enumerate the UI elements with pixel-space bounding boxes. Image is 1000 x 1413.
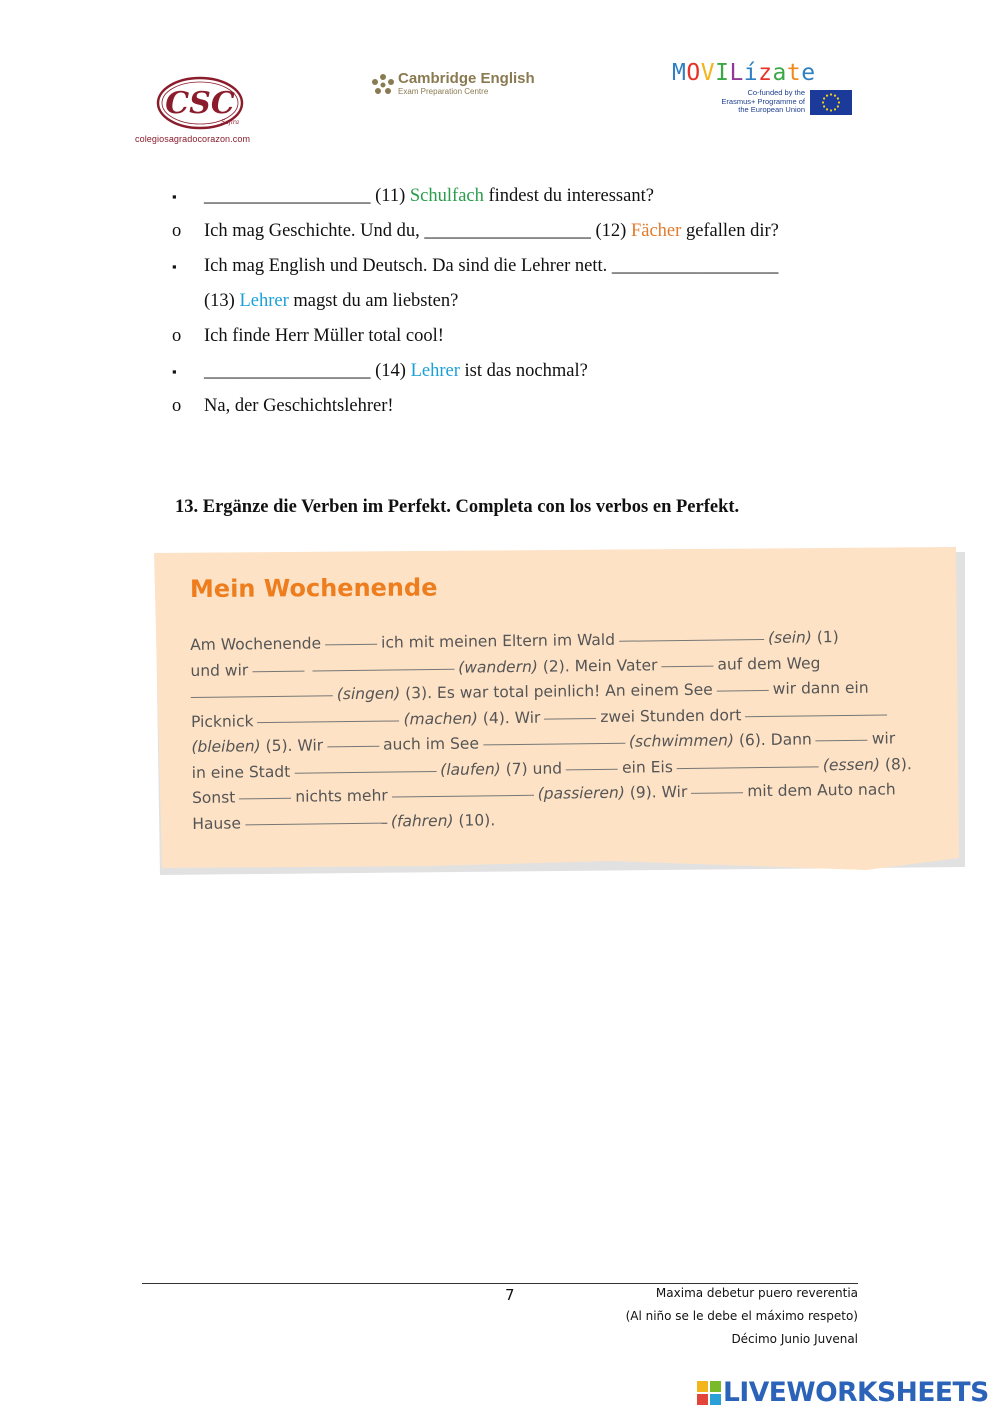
square-bullet-icon: ▪: [172, 364, 177, 379]
dialogue-line: [172, 290, 458, 312]
circle-bullet-icon: o: [172, 396, 182, 416]
answer-blank[interactable]: [677, 766, 819, 769]
liveworksheets-icon: [697, 1381, 721, 1405]
csc-emblem-icon: [135, 70, 265, 136]
eu-flag-icon: [810, 90, 852, 115]
dialogue-text: (13): [204, 291, 240, 311]
footer-motto-translation: (Al niño se le debe el máximo respeto): [625, 1309, 858, 1323]
dialogue-line: [172, 220, 779, 242]
answer-blank[interactable]: [816, 740, 868, 742]
dialogue-text: ist das nochmal?: [459, 361, 588, 381]
answer-blank[interactable]: [661, 665, 713, 667]
note-line: Hause (fahren) (10).: [192, 810, 496, 833]
answer-blank[interactable]: [717, 690, 769, 692]
answer-blank[interactable]: [325, 644, 377, 646]
csc-monogram: CSC: [165, 86, 235, 121]
note-line: Sonst nichts mehr (passieren) (9). Wir mit dem Auto nach: [191, 780, 896, 807]
dialogue-line: [172, 325, 444, 347]
note-card: [150, 545, 965, 880]
note-line: (bleiben) (5). Wir auch im See (schwimmen) (6). Dann wir: [191, 729, 896, 756]
erasmus-cofunded-text: Co-funded by the Erasmus+ Programme of the European Union: [721, 88, 805, 114]
dialogue-text: Ich mag English und Deutsch. Da sind die Lehrer nett. __________________: [204, 256, 779, 276]
answer-blank[interactable]: [566, 768, 618, 770]
answer-blank[interactable]: [619, 639, 764, 642]
answer-blank[interactable]: [252, 670, 304, 672]
cambridge-subtitle: Exam Preparation Centre: [398, 87, 489, 96]
movilizate-wordmark: MOVILízate: [672, 60, 816, 86]
cambridge-title: Cambridge English: [398, 70, 535, 87]
dialogue-line: [172, 185, 654, 208]
dialogue-text: gefallen dir?: [681, 221, 779, 241]
note-line: Am Wochenende ich mit meinen Eltern im Wald (sein) (1): [190, 628, 839, 654]
dialogue-text: __________________ (11): [204, 186, 410, 206]
answer-blank[interactable]: [191, 695, 333, 698]
highlighted-word: Lehrer: [410, 361, 460, 381]
highlighted-word: Fächer: [630, 221, 682, 241]
answer-blank[interactable]: [245, 822, 387, 825]
answer-blank[interactable]: [483, 743, 625, 746]
circle-bullet-icon: o: [172, 221, 182, 241]
footer-motto-latin: Maxima debetur puero reverentia: [655, 1286, 858, 1300]
square-bullet-icon: ▪: [172, 189, 177, 204]
answer-blank[interactable]: [258, 720, 400, 723]
liveworksheets-wordmark: LIVEWORKSHEETS: [723, 1377, 989, 1408]
note-title: Mein Wochenende: [189, 573, 438, 603]
circle-bullet-icon: o: [172, 326, 182, 346]
csc-safira-word: Safira: [221, 119, 240, 126]
page-number: 7: [505, 1286, 515, 1304]
square-bullet-icon: ▪: [172, 259, 177, 274]
dialogue-text: __________________ (14): [204, 361, 411, 381]
cambridge-english-logo: [370, 70, 560, 100]
liveworksheets-brand[interactable]: [697, 1377, 995, 1409]
footer-rule: [142, 1283, 858, 1284]
answer-blank[interactable]: [312, 668, 454, 671]
answer-blank[interactable]: [392, 795, 534, 798]
answer-blank[interactable]: [691, 792, 743, 794]
highlighted-word: Schulfach: [409, 186, 484, 206]
answer-blank[interactable]: [239, 798, 291, 800]
dialogue-line: [172, 360, 588, 383]
dialogue-line: [172, 395, 394, 417]
dialogue-line: [172, 255, 778, 278]
footer-motto-author: Décimo Junio Juvenal: [731, 1332, 858, 1346]
note-line: (singen) (3). Es war total peinlich! An einem See wir dann ein: [191, 675, 916, 709]
dialogue-text: findest du interessant?: [483, 186, 654, 206]
movilizate-logo: [672, 60, 867, 120]
dialogue-text: Ich mag Geschichte. Und du, __________________ (12): [204, 221, 631, 241]
cambridge-flower-icon: [370, 72, 396, 98]
dialogue-text: Ich finde Herr Müller total cool!: [204, 326, 444, 346]
dialogue-text: Na, der Geschichtslehrer!: [204, 396, 394, 416]
note-line: Picknick (machen) (4). Wir zwei Stunden dort: [191, 701, 916, 735]
exercise-13-heading: 13. Ergänze die Verben im Perfekt. Completa con los verbos en Perfekt.: [175, 497, 740, 517]
note-line: und wir (wandern) (2). Mein Vater auf dem Weg: [190, 653, 821, 680]
csc-url: colegiosagradocorazon.com: [135, 134, 251, 144]
answer-blank[interactable]: [544, 718, 596, 720]
answer-blank[interactable]: [745, 714, 887, 717]
answer-blank[interactable]: [294, 771, 436, 774]
answer-blank[interactable]: [327, 746, 379, 748]
csc-school-logo: [135, 70, 265, 150]
note-line: in eine Stadt (laufen) (7) und ein Eis (essen) (8).: [191, 754, 912, 782]
highlighted-word: Lehrer: [239, 291, 289, 311]
dialogue-text: magst du am liebsten?: [288, 291, 459, 311]
note-text: [190, 624, 917, 837]
